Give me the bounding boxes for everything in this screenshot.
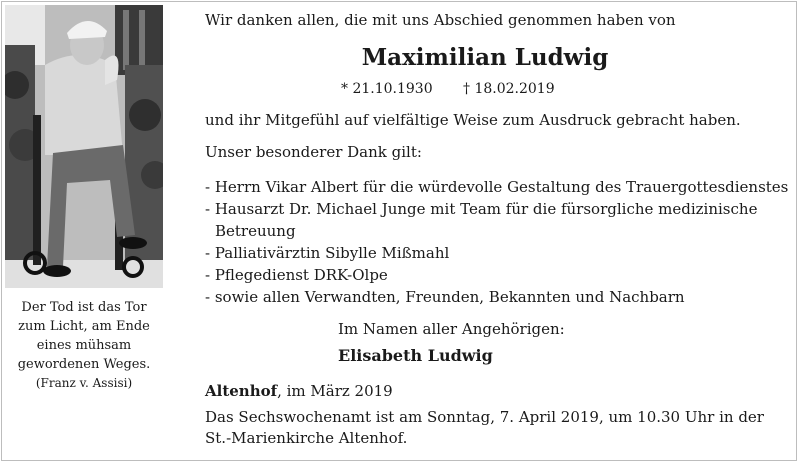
quote-line: Der Tod ist das Tor — [21, 300, 147, 315]
deceased-name: Maximilian Ludwig — [361, 44, 609, 71]
portrait-photo-icon — [5, 5, 163, 288]
death-date: † 18.02.2019 — [463, 81, 555, 97]
service-line: Das Sechswochenamt ist am Sonntag, 7. April 2019, um 10.30 Uhr in der — [205, 408, 764, 426]
list-item: - Pflegedienst DRK-Olpe — [205, 266, 388, 284]
on-behalf-text: Im Namen aller Angehörigen: — [338, 320, 565, 338]
list-item: Betreuung — [215, 222, 296, 240]
quote-line: gewordenen Weges. — [17, 357, 151, 372]
sympathy-text: und ihr Mitgefühl auf vielfältige Weise zum Ausdruck gebracht haben. — [205, 111, 741, 129]
place-name: Altenhof — [205, 382, 278, 400]
quote-line: zum Licht, am Ende — [18, 319, 150, 334]
list-item: - Hausarzt Dr. Michael Junge mit Team für die fürsorgliche medizinische — [205, 200, 758, 218]
service-line: St.-Marienkirche Altenhof. — [205, 429, 408, 447]
quote — [5, 298, 163, 393]
birth-date: * 21.10.1930 — [341, 81, 433, 97]
thanks-heading: Unser besonderer Dank gilt: — [205, 143, 422, 161]
place-date-text: , im März 2019 — [277, 382, 393, 400]
thanks-list — [205, 176, 788, 308]
signer-name: Elisabeth Ludwig — [338, 346, 493, 365]
list-item: - Herrn Vikar Albert für die würdevolle Gestaltung des Trauergottesdienstes — [205, 178, 789, 196]
quote-line: eines mühsam — [36, 338, 132, 353]
list-item: - Palliativärztin Sibylle Mißmahl — [205, 244, 450, 262]
quote-attribution: (Franz v. Assisi) — [35, 376, 133, 390]
list-item: - sowie allen Verwandten, Freunden, Bekannten und Nachbarn — [205, 288, 685, 306]
portrait-photo — [5, 5, 163, 288]
place-date — [205, 382, 393, 400]
intro-text: Wir danken allen, die mit uns Abschied genommen haben von — [205, 11, 676, 29]
